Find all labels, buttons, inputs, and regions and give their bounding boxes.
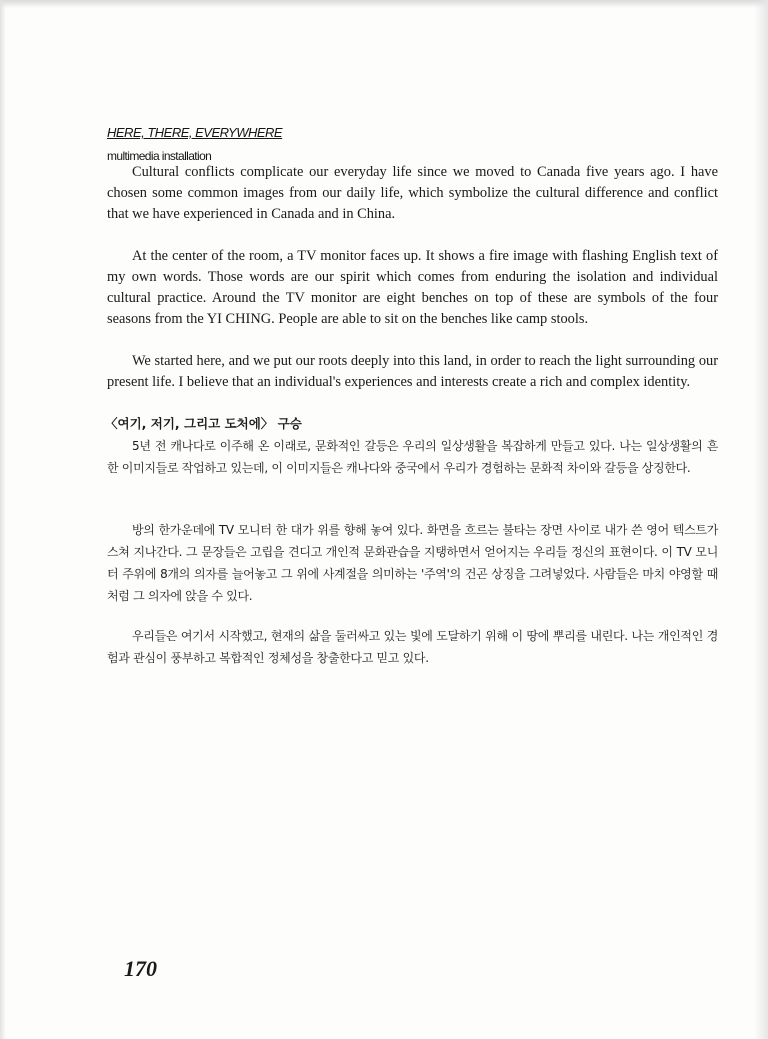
korean-paragraph-2: 방의 한가운데에 TV 모니터 한 대가 위를 향해 놓여 있다. 화면을 흐르는 불타는 장면 사이로 내가 쓴 영어 텍스트가 스쳐 지나간다. 그 문장들은 고립을 견디고 개인적 문화관습을 지탱하면서 얻어지는 우리들 정신의 표현이다. 이 TV 모니터 주위에 8개의 의자를 늘어놓고 그 위에 사계절을 의미하는 '주역'의 건곤 상징을 그려넣었다. 사람들은 마치 야영할 때처럼 그 의자에 앉을 수 있다. xyxy=(107,523,718,603)
artwork-title: HERE, THERE, EVERYWHERE xyxy=(107,125,283,140)
page-number: 170 xyxy=(124,956,157,981)
artwork-medium: multimedia installation xyxy=(107,149,212,163)
korean-title: 〈여기, 저기, 그리고 도처에〉 구승 xyxy=(105,416,302,431)
scan-edge-right xyxy=(754,0,768,1039)
korean-paragraph-3: 우리들은 여기서 시작했고, 현재의 삶을 둘러싸고 있는 빛에 도달하기 위해 이 땅에 뿌리를 내린다. 나는 개인적인 경험과 관심이 풍부하고 복합적인 정체성을 창출한다고 믿고 있다. xyxy=(107,629,718,665)
english-paragraph-1: Cultural conflicts complicate our everyday life since we moved to Canada five years ago. I have chosen some common images from our daily life, which symbolize the cultural difference and conflict that we have experienced in Canada and in China. xyxy=(107,164,718,222)
korean-paragraph-1: 5년 전 캐나다로 이주해 온 이래로, 문화적인 갈등은 우리의 일상생활을 복잡하게 만들고 있다. 나는 일상생활의 흔한 이미지들로 작업하고 있는데, 이 이미지들은 캐나다와 중국에서 우리가 경험하는 문화적 차이와 갈등을 상징한다. xyxy=(107,439,718,475)
english-paragraph-2: At the center of the room, a TV monitor faces up. It shows a fire image with flashing English text of my own words. Those words are our spirit which comes from enduring the isolation and individual cultural practice. Around the TV monitor are eight benches on top of these are symbols of the four seasons from the YI CHING. People are able to sit on the benches like camp stools. xyxy=(107,248,718,327)
scan-edge-left xyxy=(0,0,6,1039)
scan-edge-top xyxy=(0,0,768,8)
english-paragraph-3: We started here, and we put our roots deeply into this land, in order to reach the light surrounding our present life. I believe that an individual's experiences and interests create a rich and complex identity. xyxy=(107,353,718,390)
